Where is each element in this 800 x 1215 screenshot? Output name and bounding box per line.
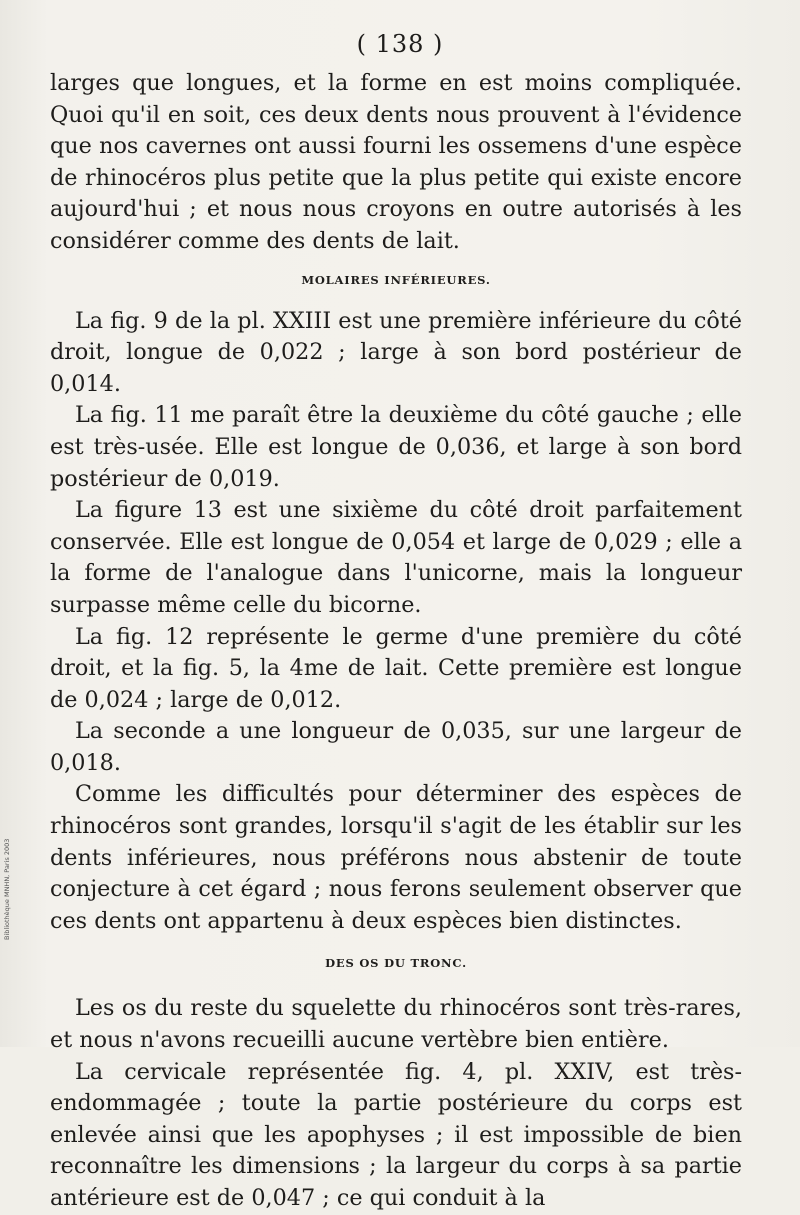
paragraph-fig-13: La figure 13 est une sixième du côté droit parfaitement conservée. Elle est longue de 0,054 et large de 0,029 ; elle a la forme de l'analogue dans l'unicorne, mais la longueur surpasse même celle du bicorne. bbox=[50, 497, 742, 618]
paragraph-cervicale: La cervicale représentée fig. 4, pl. XXIV, est très-endommagée ; toute la partie postérieure du corps est enlevée ainsi que les apophyses ; il est impossible de bien reconnaître les dimensions ; la largeur du corps à sa partie antérieure est de 0,047 ; ce qui conduit à la bbox=[50, 1058, 742, 1211]
page-number: ( 138 ) bbox=[356, 30, 444, 58]
paragraph-seconde: La seconde a une longueur de 0,035, sur une largeur de 0,018. bbox=[50, 718, 742, 776]
section-heading-molaires: MOLAIRES INFÉRIEURES. bbox=[301, 272, 491, 287]
paragraph-fig-12: La fig. 12 représente le germe d'une première du côté droit, et la fig. 5, la 4me de lait. Cette première est longue de 0,024 ; large de 0,012. bbox=[50, 623, 742, 713]
paragraph-difficultes: Comme les difficultés pour déterminer des espèces de rhinocéros sont grandes, lorsqu'il s'agit de les établir sur les dents inférieures, nous préférons nous abstenir de toute conjecture à cet égard ; nous ferons seulement observer que ces dents ont appartenu à deux espèces bien distinctes. bbox=[50, 781, 742, 934]
paragraph-fig-11: La fig. 11 me paraît être la deuxième du côté gauche ; elle est très-usée. Elle est longue de 0,036, et large à son bord postérieur de 0,019. bbox=[50, 402, 742, 492]
paragraph-os-du-squelette: Les os du reste du squelette du rhinocéros sont très-rares, et nous n'avons recueilli aucune vertèbre bien entière. bbox=[50, 995, 742, 1054]
page-text bbox=[50, 68, 742, 1215]
library-credit: Bibliothèque MNHN, Paris 2003 bbox=[3, 838, 11, 940]
intro-paragraph: larges que longues, et la forme en est moins compliquée. Quoi qu'il en soit, ces deux dents nous prouvent à l'évidence que nos cavernes ont aussi fourni les ossemens d'une espèce de rhinocéros plus petite que la plus petite qui existe encore aujourd'hui ; et nous nous croyons en outre autorisés à les considérer comme des dents de lait. bbox=[50, 70, 742, 254]
paragraph-fig-9: La fig. 9 de la pl. XXIII est une première inférieure du côté droit, longue de 0,022 ; large à son bord postérieur de 0,014. bbox=[50, 307, 742, 397]
section-heading-os-du-tronc: DES OS DU TRONC. bbox=[325, 956, 467, 971]
